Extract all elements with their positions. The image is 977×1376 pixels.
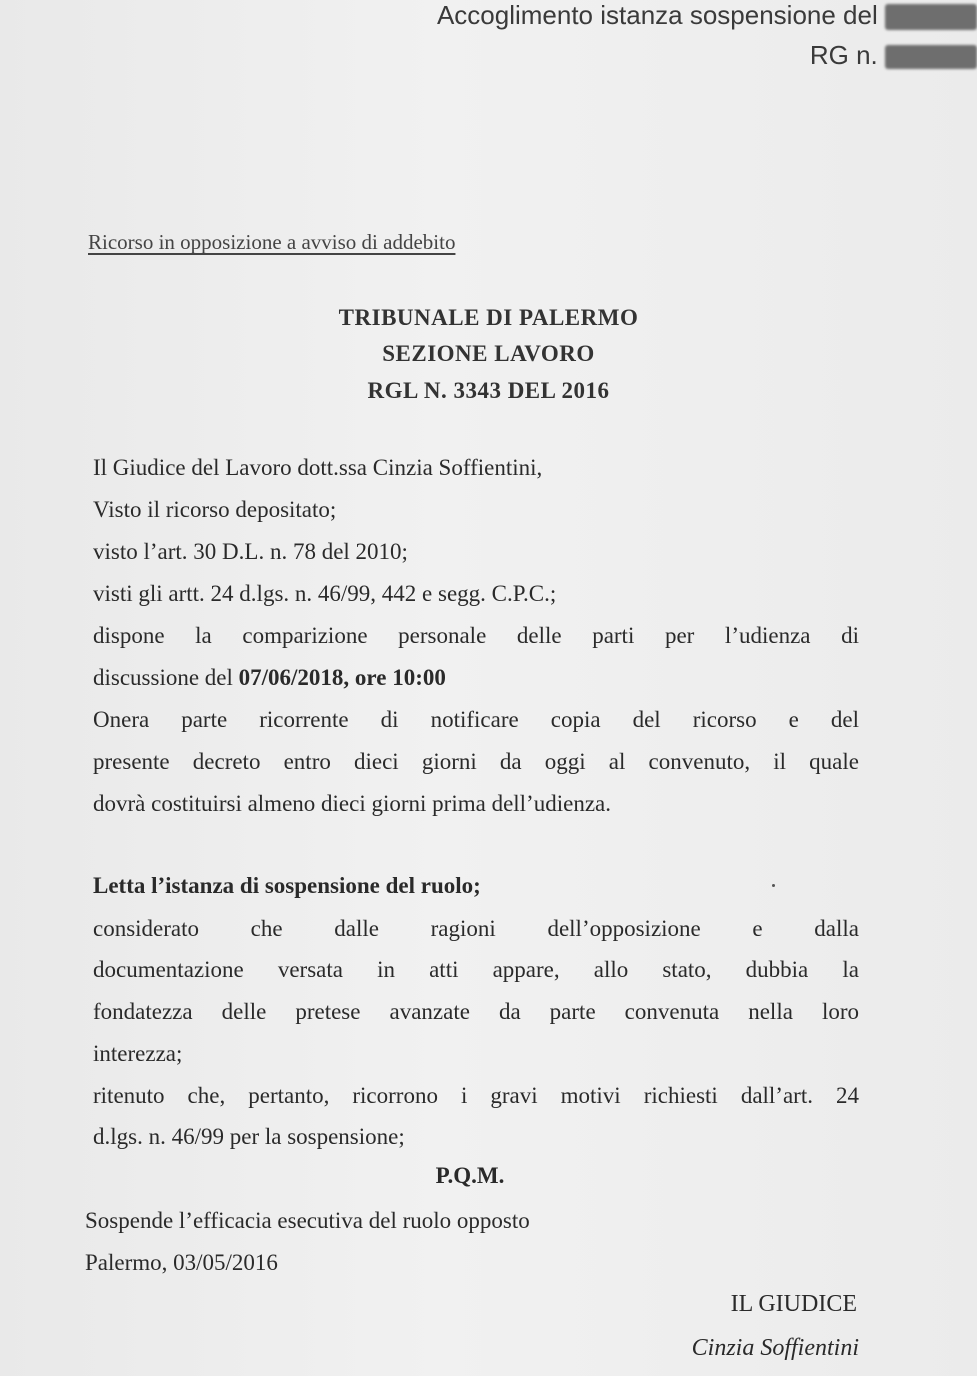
redacted-field (885, 4, 977, 30)
signature-title: IL GIUDICE (730, 1291, 857, 1317)
place-date: Palermo, 03/05/2016 (85, 1250, 278, 1275)
header-rg-text: RG n. (809, 40, 878, 70)
hearing-date: 07/06/2018, ore 10:00 (238, 665, 446, 690)
scan-speck (772, 884, 775, 887)
header-title-line (437, 0, 977, 31)
body-line: dispone la comparizione personale delle parti per l’udienza di (93, 623, 859, 648)
header-rg-line (810, 40, 977, 71)
pqm-heading: P.Q.M. (435, 1163, 505, 1188)
body-line: d.lgs. n. 46/99 per la sospensione; (93, 1124, 405, 1149)
document-subject: Ricorso in opposizione a avviso di addebito (88, 230, 456, 254)
decision-text: Sospende l’efficacia esecutiva del ruolo opposto (85, 1208, 530, 1233)
redacted-field (885, 45, 977, 69)
body-line: presente decreto entro dieci giorni da oggi al convenuto, il quale (93, 749, 859, 774)
body-line (93, 665, 859, 691)
instance-heading: Letta l’istanza di sospensione del ruolo; (93, 873, 481, 898)
case-number: RGL N. 3343 DEL 2016 (367, 378, 610, 403)
body-line: dovrà costituirsi almeno dieci giorni prima dell’udienza. (93, 791, 611, 816)
body-line: visto l’art. 30 D.L. n. 78 del 2010; (93, 539, 408, 564)
body-line: considerato che dalle ragioni dell’opposizione e dalla (93, 916, 859, 941)
body-line: Onera parte ricorrente di notificare copia del ricorso e del (93, 707, 859, 732)
signature-name: Cinzia Soffientini (691, 1335, 859, 1361)
hearing-label: discussione del (93, 665, 239, 690)
body-line: visti gli artt. 24 d.lgs. n. 46/99, 442 e segg. C.P.C.; (93, 581, 557, 606)
body-line: fondatezza delle pretese avanzate da parte convenuta nella loro (93, 999, 859, 1024)
body-line: Visto il ricorso depositato; (93, 497, 337, 522)
body-line: ritenuto che, pertanto, ricorrono i gravi motivi richiesti dall’art. 24 (93, 1083, 859, 1108)
header-title-text: Accoglimento istanza sospensione del (436, 0, 878, 30)
body-line: documentazione versata in atti appare, allo stato, dubbia la (93, 957, 859, 982)
court-section: SEZIONE LAVORO (382, 341, 595, 366)
body-line: interezza; (93, 1041, 183, 1066)
body-line: Il Giudice del Lavoro dott.ssa Cinzia Soffientini, (93, 455, 543, 480)
court-name: TRIBUNALE DI PALERMO (338, 305, 639, 330)
